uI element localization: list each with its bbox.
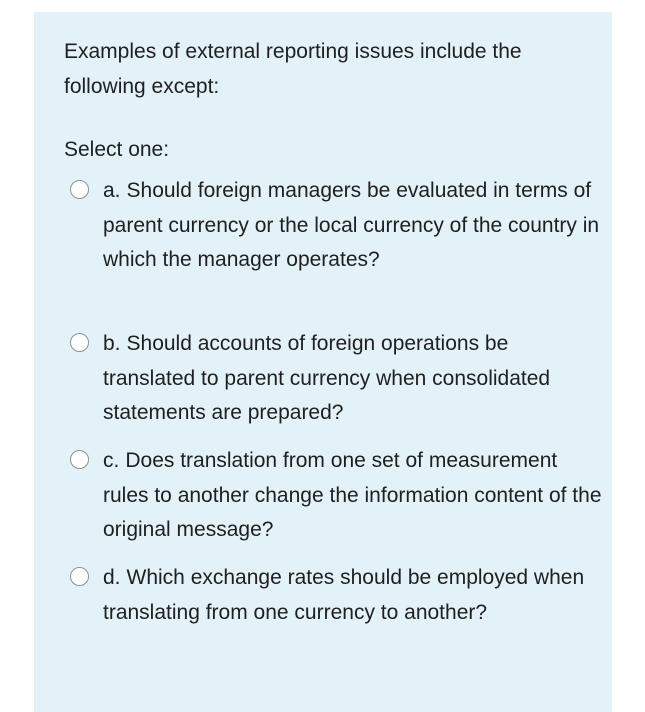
- option-b[interactable]: [64, 327, 604, 431]
- select-one-prompt: Select one:: [64, 138, 170, 161]
- question-panel: [34, 12, 612, 712]
- option-c-label: c.: [103, 449, 120, 472]
- option-a-text: [103, 174, 604, 278]
- radio-button-icon[interactable]: [70, 333, 89, 352]
- option-a-body: Should foreign managers be evaluated in terms of parent currency or the local currency of the country in which the manager operates?: [103, 179, 600, 271]
- option-c-body: Does translation from one set of measurement rules to another change the information content of the original message?: [103, 449, 602, 541]
- option-a-label: a.: [103, 179, 121, 202]
- option-d-label: d.: [103, 566, 121, 589]
- option-d[interactable]: [64, 561, 604, 630]
- option-c[interactable]: [64, 444, 604, 548]
- radio-button-icon[interactable]: [70, 450, 89, 469]
- question-text: Examples of external reporting issues include the following except:: [64, 40, 522, 98]
- option-d-text: [103, 561, 604, 630]
- radio-button-icon[interactable]: [70, 567, 89, 586]
- option-c-text: [103, 444, 604, 548]
- option-d-body: Which exchange rates should be employed when translating from one currency to another?: [103, 566, 585, 624]
- option-b-body: Should accounts of foreign operations be translated to parent currency when consolidated statements are prepared?: [103, 332, 551, 424]
- radio-button-icon[interactable]: [70, 180, 89, 199]
- option-b-text: [103, 327, 604, 431]
- option-b-label: b.: [103, 332, 121, 355]
- option-a[interactable]: [64, 174, 604, 278]
